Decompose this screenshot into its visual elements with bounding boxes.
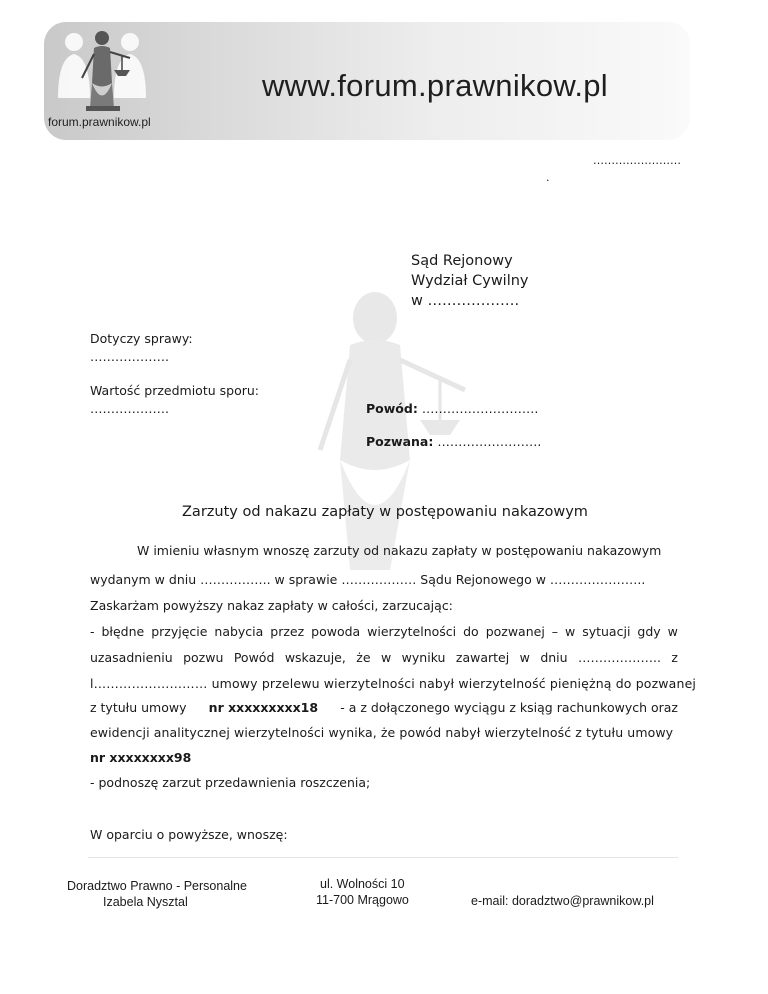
word: do (463, 624, 479, 639)
body-p1-line1: W imieniu własnym wnoszę zarzuty od nakazu zapłaty w postępowaniu nakazowym (137, 543, 662, 558)
word: w (519, 650, 530, 665)
word: sytuacji (582, 624, 631, 639)
place-dot: . (546, 171, 550, 184)
court-city: w ………………. (411, 293, 520, 309)
body-p4: - podnoszę zarzut przedawnienia roszczenia; (90, 775, 371, 790)
word: ……………….. (578, 650, 661, 665)
body-p3-line4-post: - a z dołączonego wyciągu z ksiąg rachunkowych oraz (340, 700, 678, 715)
defendant-label: Pozwana: (366, 434, 434, 449)
body-p1-line2: wydanym w dniu …………….. w sprawie ……………… Sądu Rejonowego w ………………….. (90, 572, 646, 587)
justice-statue-logo-icon (52, 28, 162, 114)
word: w (381, 650, 392, 665)
site-url: www.forum.prawnikow.pl (262, 68, 608, 103)
word: przyjęcie (151, 624, 208, 639)
contract-number-2: nr xxxxxxxx98 (90, 750, 192, 765)
footer-divider (88, 857, 678, 858)
defendant-line (366, 436, 541, 449)
word: wskazuje, (284, 650, 346, 665)
date-placeholder: …………………… (593, 154, 681, 167)
word: pozwanej (485, 624, 545, 639)
dispute-value-label: Wartość przedmiotu sporu: (90, 383, 259, 398)
word: błędne (101, 624, 145, 639)
word: dniu (540, 650, 568, 665)
word: wierzytelności (367, 624, 457, 639)
body-p3-line1 (90, 626, 678, 639)
footer-person: Izabela Nysztal (103, 895, 188, 909)
case-label: Dotyczy sprawy: (90, 331, 193, 346)
court-name: Sąd Rejonowy (411, 253, 513, 269)
word: przez (270, 624, 305, 639)
word: powoda (311, 624, 361, 639)
dispute-value: ………………. (90, 401, 169, 416)
body-p3-line2 (90, 652, 678, 665)
contract-number-1: nr xxxxxxxxx18 (208, 700, 319, 715)
body-p2: Zaskarżam powyższy nakaz zapłaty w całości, zarzucając: (90, 598, 453, 613)
body-p3-line4-pre: z tytułu umowy (90, 700, 187, 715)
word: wyniku (401, 650, 446, 665)
word: w (667, 624, 678, 639)
word: z (671, 650, 678, 665)
body-p3-line3: l……………………… umowy przelewu wierzytelności nabył wierzytelność pieniężną do pozwanej (90, 676, 697, 691)
body-p5: W oparciu o powyższe, wnoszę: (90, 827, 288, 842)
word: – (551, 624, 559, 639)
defendant-value: ……………………. (437, 434, 542, 449)
plaintiff-label: Powód: (366, 401, 418, 416)
footer-city: 11-700 Mrągowo (316, 893, 409, 907)
footer-email: e-mail: doradztwo@prawnikow.pl (471, 894, 654, 908)
plaintiff-value: ………………………. (421, 401, 539, 416)
case-value: ………………. (90, 349, 169, 364)
word: Powód (233, 650, 275, 665)
word: zawartej (455, 650, 510, 665)
word: uzasadnieniu (90, 650, 173, 665)
body-p3-line5: ewidencji analitycznej wierzytelności wynika, że powód nabył wierzytelność z tytułu umowy (90, 725, 674, 740)
word: w (565, 624, 576, 639)
word: że (356, 650, 371, 665)
logo-caption: forum.prawnikow.pl (48, 115, 151, 129)
plaintiff-line (366, 403, 538, 416)
word: gdy (637, 624, 661, 639)
word: - (90, 624, 95, 639)
footer-company: Doradztwo Prawno - Personalne (67, 879, 247, 893)
word: pozwu (183, 650, 224, 665)
footer-street: ul. Wolności 10 (320, 877, 405, 891)
word: nabycia (214, 624, 264, 639)
court-department: Wydział Cywilny (411, 273, 529, 289)
document-title: Zarzuty od nakazu zapłaty w postępowaniu nakazowym (182, 504, 588, 520)
body-p3-line4 (90, 702, 678, 715)
